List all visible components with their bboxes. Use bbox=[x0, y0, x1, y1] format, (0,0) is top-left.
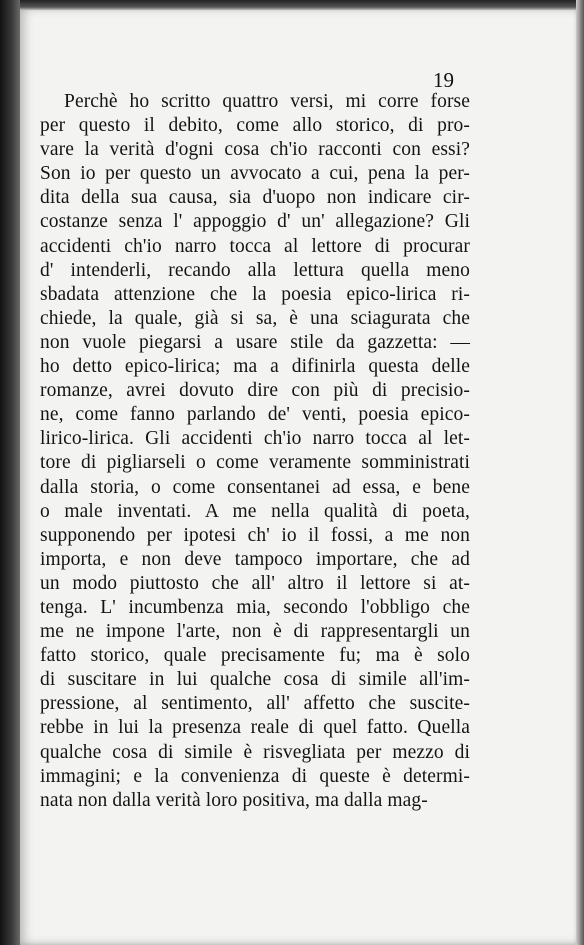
text-line: romanze, avrei dovuto dire con più di precisio- bbox=[40, 380, 470, 402]
text-line: importa, e non deve tampoco importare, che ad bbox=[40, 548, 470, 570]
book-binding-shadow bbox=[0, 0, 20, 945]
text-line: accidenti ch'io narro tocca al lettore di procurar bbox=[40, 235, 470, 257]
text-line: tenga. L' incumbenza mia, secondo l'obbligo che bbox=[40, 596, 470, 618]
text-line: qualche cosa di simile è risvegliata per mezzo di bbox=[40, 741, 470, 763]
text-line: vare la verità d'ogni cosa ch'io racconti con essi? bbox=[40, 139, 470, 161]
page-number: 19 bbox=[433, 68, 454, 92]
page-right-edge-shadow bbox=[576, 0, 584, 945]
text-line: fatto storico, quale precisamente fu; ma è solo bbox=[40, 645, 470, 667]
text-line: pressione, al sentimento, all' affetto che suscite- bbox=[40, 693, 470, 715]
text-line: di suscitare in lui qualche cosa di simile all'im- bbox=[40, 669, 470, 691]
text-line: ne, come fanno parlando de' venti, poesia epico- bbox=[40, 404, 470, 426]
text-line: supponendo per ipotesi ch' io il fossi, a me non bbox=[40, 524, 470, 546]
text-line: sbadata attenzione che la poesia epico-lirica ri- bbox=[40, 283, 470, 305]
text-line: immagini; e la convenienza di queste è determi- bbox=[40, 765, 470, 787]
text-line: dita della sua causa, sia d'uopo non indicare cir- bbox=[40, 187, 470, 209]
text-line: dalla storia, o come consentanei ad essa, e bene bbox=[40, 476, 470, 498]
page-top-edge-shadow bbox=[0, 0, 584, 10]
text-line: Perchè ho scritto quattro versi, mi corre forse bbox=[64, 91, 470, 112]
body-text bbox=[40, 90, 470, 813]
text-line: costanze senza l' appoggio d' un' allegazione? Gli bbox=[40, 211, 470, 233]
text-line: nata non dalla verità loro positiva, ma dalla mag- bbox=[40, 789, 428, 811]
text-line: d' intenderli, recando alla lettura quella meno bbox=[40, 259, 470, 281]
text-line: ho detto epico-lirica; ma a difinirla questa delle bbox=[40, 356, 470, 378]
text-line: per questo il debito, come allo storico, di pro- bbox=[40, 115, 470, 137]
text-line: o male inventati. A me nella qualità di poeta, bbox=[40, 500, 470, 522]
text-line: me ne impone l'arte, non è di rappresentargli un bbox=[40, 621, 470, 643]
text-line: rebbe in lui la presenza reale di quel fatto. Quella bbox=[40, 717, 470, 739]
text-line: un modo piuttosto che all' altro il lettore si at- bbox=[40, 572, 470, 594]
text-line: Son io per questo un avvocato a cui, pena la per- bbox=[40, 163, 470, 185]
text-line: chiede, la quale, già si sa, è una sciagurata che bbox=[40, 307, 470, 329]
text-line: non vuole piegarsi a usare stile da gazzetta: — bbox=[40, 331, 470, 353]
text-line: tore di pigliarseli o come veramente somministrati bbox=[40, 452, 470, 474]
text-line: lirico-lirica. Gli accidenti ch'io narro tocca al let- bbox=[40, 428, 470, 450]
